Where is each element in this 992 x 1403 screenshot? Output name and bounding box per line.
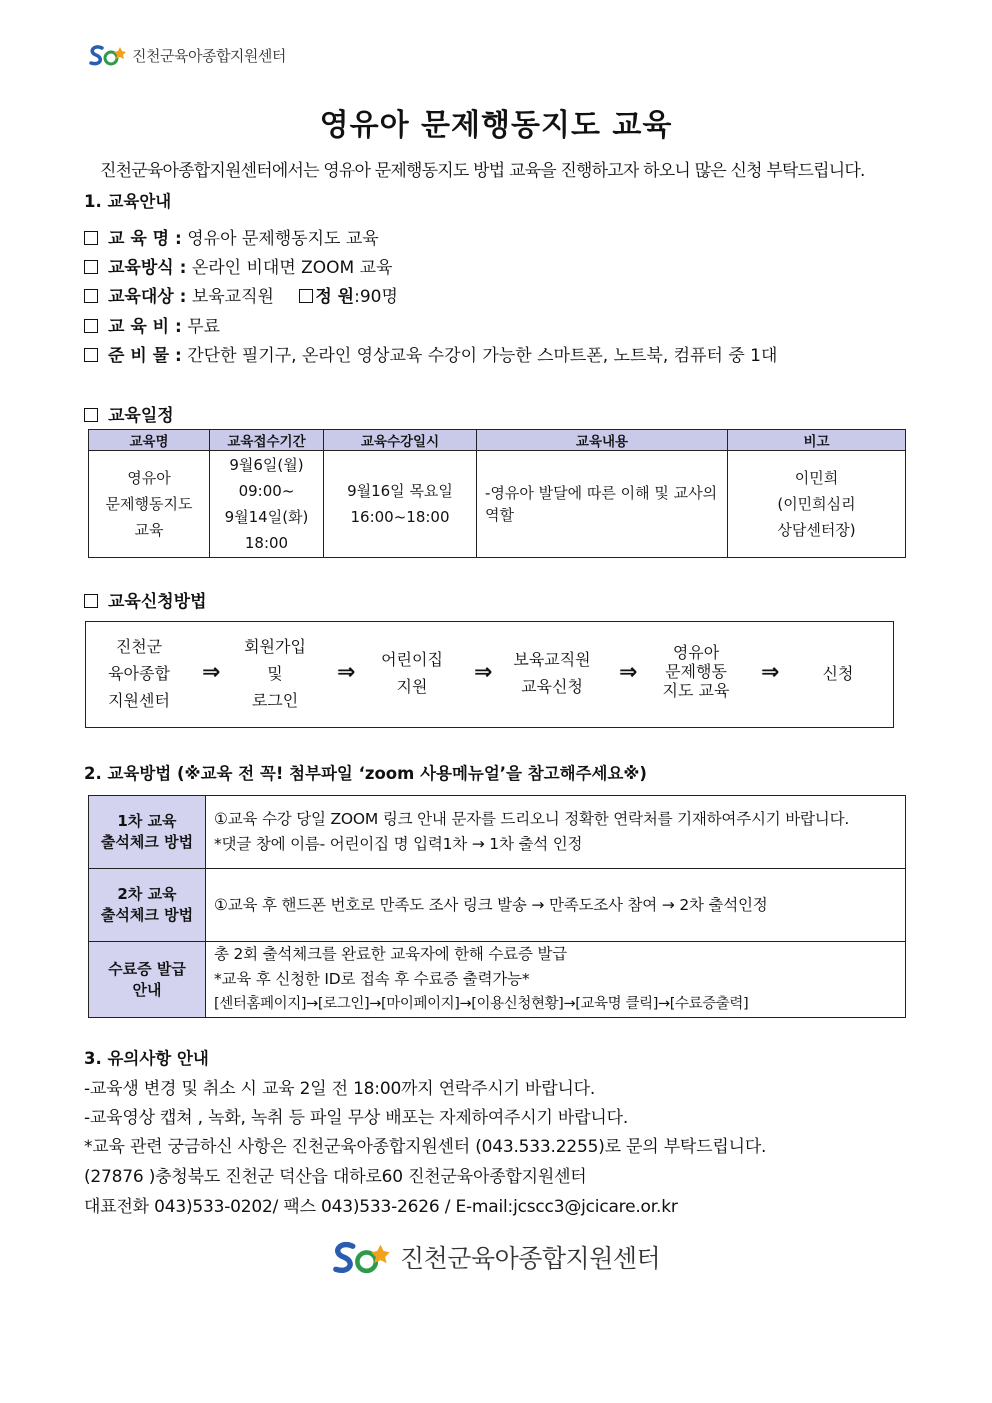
schedule-course-name: 영유아 문제행동지도 교육 xyxy=(89,451,210,558)
section2-heading: 2. 교육방법 (※교육 전 꼭! 첨부파일 ‘zoom 사용메뉴얼’을 참고해주세요※) xyxy=(84,764,647,783)
table-header: 교육접수기간 xyxy=(210,430,324,451)
header-logo xyxy=(88,42,286,68)
arrow-right-icon: ⇒ xyxy=(619,660,638,685)
schedule-header-row xyxy=(89,430,906,451)
table-row xyxy=(89,942,906,1018)
address-line: (27876 )충청북도 진천군 덕산읍 대하로60 진천군육아종합지원센터 xyxy=(84,1167,587,1187)
header-org-name: 진천군육아종합지원센터 xyxy=(132,46,286,65)
info-item-fee: 교 육 비 : 무료 xyxy=(84,312,220,337)
section1-heading: 1. 교육안내 xyxy=(84,192,172,211)
intro-text: 진천군육아종합지원센터에서는 영유아 문제행동지도 방법 교육을 진행하고자 하오니 많은 신청 부탁드립니다. xyxy=(100,161,865,181)
table-header: 교육명 xyxy=(89,430,210,451)
arrow-right-icon: ⇒ xyxy=(761,660,780,685)
schedule-period: 9월6일(월) 09:00~ 9월14일(화) 18:00 xyxy=(210,451,324,558)
flow-step-signup: 회원가입 및 로그인 xyxy=(244,637,306,710)
notice-line: -교육생 변경 및 취소 시 교육 2일 전 18:00까지 연락주시기 바랍니다. xyxy=(84,1079,596,1099)
flow-step-center: 진천군 육아종합 지원센터 xyxy=(108,637,170,710)
method-label: 수료증 발급 안내 xyxy=(89,942,206,1018)
table-header: 교육수강일시 xyxy=(324,430,477,451)
arrow-right-icon: ⇒ xyxy=(337,660,356,685)
info-item-target: 교육대상 : 보육교직원 정 원:90명 xyxy=(84,282,398,307)
schedule-note: 이민희 (이민희심리 상담센터장) xyxy=(728,451,906,558)
info-item-name: 교 육 명 : 영유아 문제행동지도 교육 xyxy=(84,224,379,249)
page-title: 영유아 문제행동지도 교육 xyxy=(319,108,673,143)
method-label: 1차 교육 출석체크 방법 xyxy=(89,796,206,869)
footer-org-name: 진천군육아종합지원센터 xyxy=(400,1244,661,1273)
section3-heading: 3. 유의사항 안내 xyxy=(84,1049,209,1068)
method-value: ①교육 후 핸드폰 번호로 만족도 조사 링크 발송 → 만족도조사 참여 → 2차 출석인정 xyxy=(206,869,906,942)
schedule-heading: 교육일정 xyxy=(84,401,174,426)
method-table xyxy=(88,795,906,1018)
table-row xyxy=(89,869,906,942)
checkbox-icon xyxy=(84,594,98,608)
arrow-right-icon: ⇒ xyxy=(474,660,493,685)
flow-step-staff-apply: 보육교직원 교육신청 xyxy=(513,650,591,696)
info-item-supplies: 준 비 물 : 간단한 필기구, 온라인 영상교육 수강이 가능한 스마트폰, 노트북, 컴퓨터 중 1대 xyxy=(84,341,777,366)
table-header: 비고 xyxy=(728,430,906,451)
method-value: ①교육 수강 당일 ZOOM 링크 안내 문자를 드리오니 정확한 연락처를 기재하여주시기 바랍니다. *댓글 창에 이름- 어린이집 명 입력1차 → 1차 출석 인정 xyxy=(206,796,906,869)
footer-logo xyxy=(330,1237,660,1277)
table-row xyxy=(89,796,906,869)
flow-step-course: 영유아 문제행동 지도 교육 xyxy=(662,643,730,700)
org-logo-icon xyxy=(330,1237,394,1277)
contact-line: 대표전화 043)533-0202/ 팩스 043)533-2626 / E-mail:jcscc3@jcicare.or.kr xyxy=(84,1197,678,1217)
schedule-table xyxy=(88,429,906,558)
checkbox-icon xyxy=(84,231,98,245)
table-header: 교육내용 xyxy=(477,430,728,451)
arrow-right-icon: ⇒ xyxy=(202,660,221,685)
org-logo-icon xyxy=(88,42,128,68)
checkbox-icon xyxy=(84,348,98,362)
checkbox-icon xyxy=(84,260,98,274)
schedule-content: -영유아 발달에 따른 이해 및 교사의 역할 xyxy=(477,451,728,558)
info-item-method: 교육방식 : 온라인 비대면 ZOOM 교육 xyxy=(84,253,392,278)
notice-line: -교육영상 캡쳐 , 녹화, 녹취 등 파일 무상 배포는 자제하여주시기 바랍니다. xyxy=(84,1108,629,1128)
checkbox-icon xyxy=(84,408,98,422)
apply-flow xyxy=(85,621,894,728)
checkbox-icon xyxy=(84,289,98,303)
flow-step-daycare-support: 어린이집 지원 xyxy=(381,650,443,696)
table-row xyxy=(89,451,906,558)
checkbox-icon xyxy=(299,289,313,303)
method-label: 2차 교육 출석체크 방법 xyxy=(89,869,206,942)
checkbox-icon xyxy=(84,319,98,333)
method-value: 총 2회 출석체크를 완료한 교육자에 한해 수료증 발급 *교육 후 신청한 ID로 접속 후 수료증 출력가능* [센터홈페이지]→[로그인]→[마이페이지]→[이용신청현황]→[교육명 클릭]→[수료증출력] xyxy=(206,942,906,1018)
schedule-datetime: 9월16일 목요일 16:00~18:00 xyxy=(324,451,477,558)
flow-step-apply: 신청 xyxy=(822,664,854,683)
notice-line: *교육 관련 궁금하신 사항은 진천군육아종합지원센터 (043.533.2255)로 문의 부탁드립니다. xyxy=(84,1137,767,1157)
apply-heading: 교육신청방법 xyxy=(84,587,207,612)
